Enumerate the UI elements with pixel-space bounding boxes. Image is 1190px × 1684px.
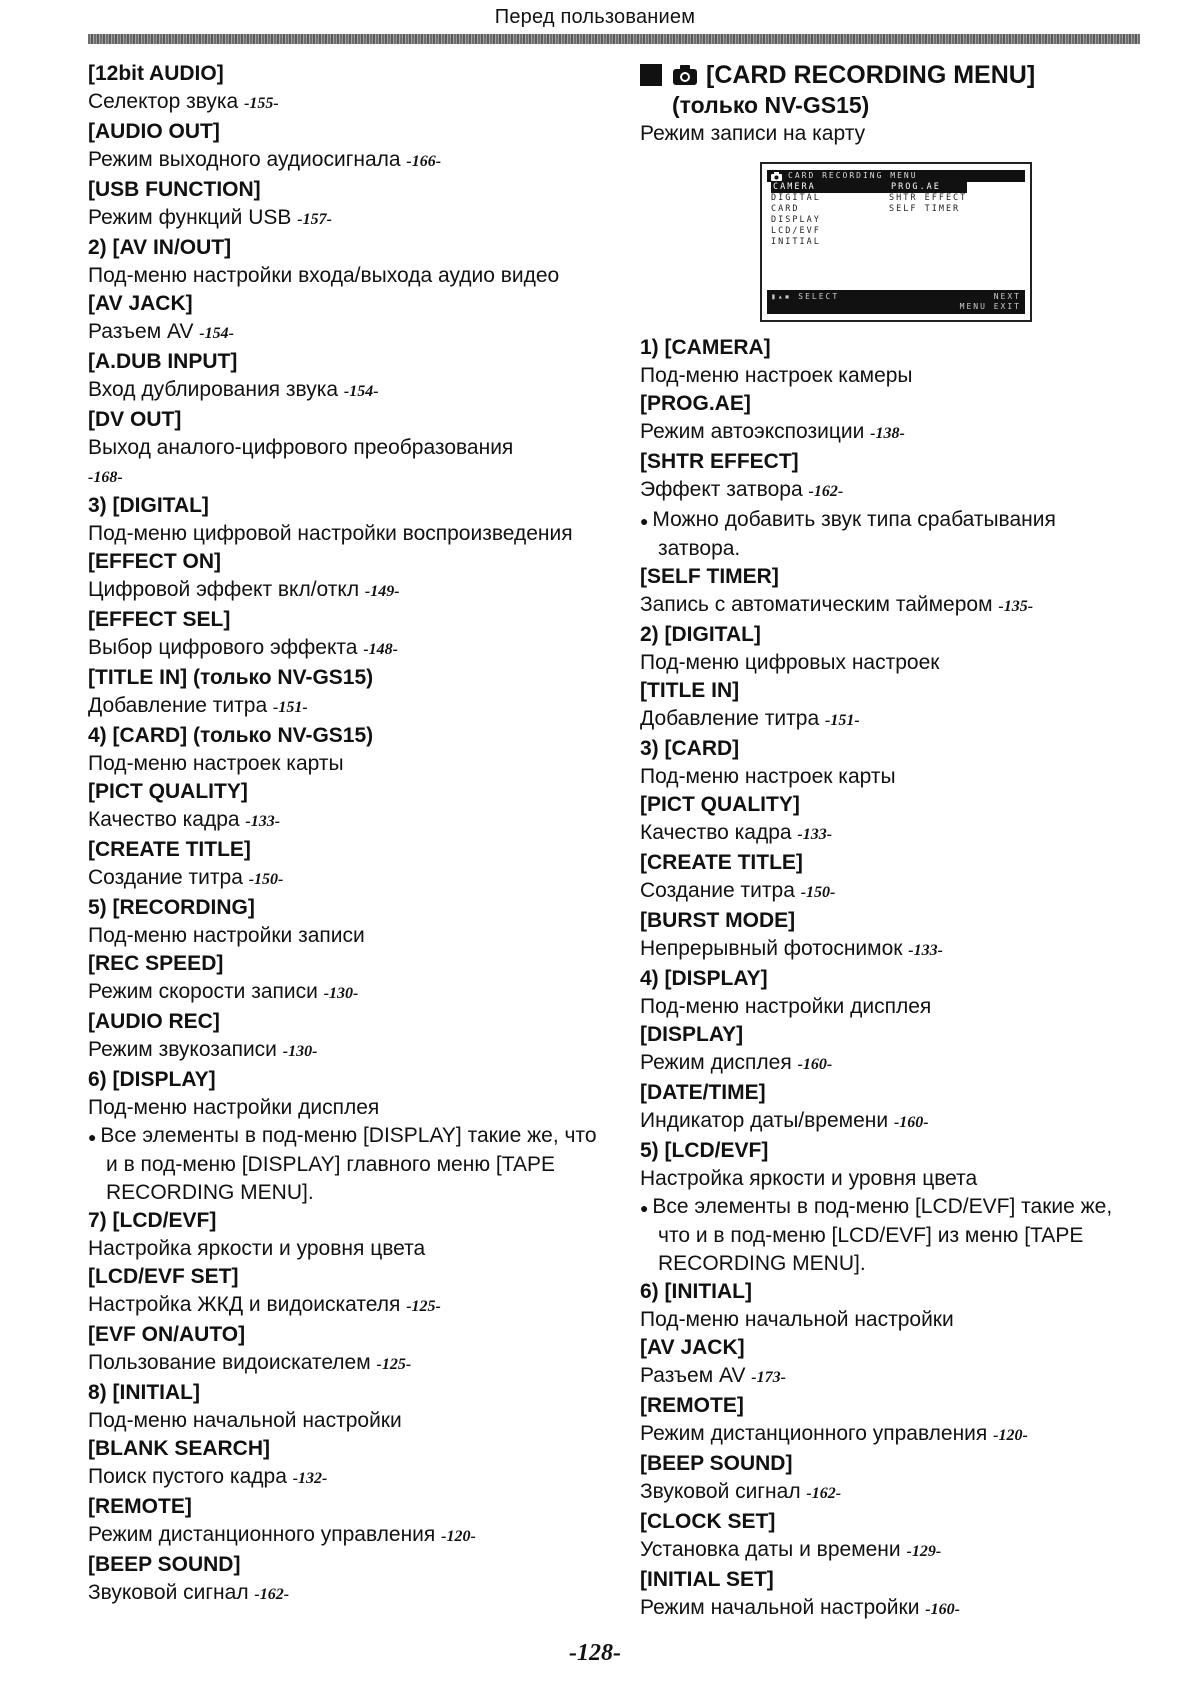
menu-item-heading	[88, 60, 608, 88]
menu-screen-header	[767, 170, 1025, 182]
page-reference: -162-	[254, 1586, 290, 1603]
menu-item-heading	[640, 334, 1140, 362]
item-text: Установка даты и времени	[640, 1538, 901, 1561]
page-reference: -151-	[824, 712, 860, 729]
item-text: [AUDIO REC]	[88, 1010, 220, 1033]
menu-item-description	[88, 978, 608, 1008]
menu-item-description	[88, 864, 608, 894]
menu-item-description	[640, 1362, 1140, 1392]
menu-screen-footer	[767, 290, 1025, 314]
menu-item-description	[640, 476, 1140, 506]
menu-select-label: SELECT	[798, 292, 840, 301]
item-text: [EVF ON/AUTO]	[88, 1323, 246, 1346]
item-text: [CREATE TITLE]	[640, 851, 803, 874]
menu-item-description	[88, 318, 608, 348]
item-text: [PICT QUALITY]	[640, 793, 800, 816]
page-reference: -125-	[376, 1356, 412, 1373]
menu-screen	[760, 162, 1032, 322]
page-reference: -166-	[406, 153, 442, 170]
camera-icon	[672, 64, 698, 86]
menu-item-description	[88, 262, 608, 290]
page-reference: -129-	[906, 1543, 942, 1560]
item-text: Качество кадра	[640, 821, 792, 844]
menu-item-heading	[88, 176, 608, 204]
menu-item-heading	[640, 677, 1140, 705]
item-text: Непрерывный фотоснимок	[640, 937, 903, 960]
item-text: [AV JACK]	[640, 1336, 745, 1359]
item-text: Под-меню настройки входа/выхода аудио видео	[88, 264, 560, 287]
camera-icon	[771, 172, 782, 181]
item-text: [EFFECT SEL]	[88, 608, 231, 631]
item-text: Под-меню начальной настройки	[640, 1308, 954, 1331]
menu-item-description	[88, 1094, 608, 1122]
menu-item-heading	[88, 1066, 608, 1094]
page-reference: -154-	[343, 383, 379, 400]
item-text: Селектор звука	[88, 90, 239, 113]
item-text: [AUDIO OUT]	[88, 120, 220, 143]
page-reference: -150-	[248, 871, 284, 888]
item-text: [INITIAL SET]	[640, 1568, 774, 1591]
item-text: 1) [CAMERA]	[640, 336, 771, 359]
item-text: [DISPLAY]	[640, 1023, 744, 1046]
menu-screen-right-item: SHTR EFFECT	[889, 193, 968, 203]
menu-item-description	[88, 692, 608, 722]
section-subtitle: (только NV-GS15)	[672, 92, 870, 118]
item-text: Под-меню настроек карты	[88, 752, 344, 775]
menu-item-heading	[640, 1508, 1140, 1536]
item-text: Звуковой сигнал	[640, 1480, 801, 1503]
menu-screen-left-item: DISPLAY	[771, 215, 821, 225]
menu-item-description	[640, 1594, 1140, 1624]
menu-item-heading	[88, 234, 608, 262]
menu-item-description	[88, 376, 608, 406]
item-text: [DV OUT]	[88, 408, 182, 431]
menu-item-description	[640, 1165, 1140, 1193]
menu-item-heading	[88, 1008, 608, 1036]
menu-item-description	[640, 1306, 1140, 1334]
menu-item-heading	[88, 836, 608, 864]
menu-item-heading	[640, 1450, 1140, 1478]
page-reference: -155-	[244, 95, 279, 112]
item-text: Все элементы в под-меню [DISPLAY] такие же, что и в под-меню [DISPLAY] главного меню [TAPE RECORDING MENU].	[100, 1124, 597, 1204]
menu-item-heading	[640, 390, 1140, 418]
menu-screen-left-list	[771, 182, 889, 248]
menu-item-heading	[640, 563, 1140, 591]
menu-item-heading	[640, 1278, 1140, 1306]
section-title	[640, 60, 1140, 90]
menu-item-heading	[88, 664, 608, 692]
item-text: Под-меню настройки дисплея	[640, 995, 932, 1018]
item-text: [TITLE IN]	[640, 679, 740, 702]
menu-item-heading	[88, 406, 608, 434]
item-text: 3) [DIGITAL]	[88, 494, 209, 517]
item-text: [PICT QUALITY]	[88, 780, 248, 803]
menu-screen-left-item: INITIAL	[771, 237, 821, 247]
item-text: Режим звукозаписи	[88, 1038, 277, 1061]
bullet-note	[88, 1122, 608, 1207]
page-reference: -162-	[808, 483, 844, 500]
right-column	[640, 60, 1140, 1624]
menu-item-heading	[88, 1435, 608, 1463]
page-reference: -160-	[925, 1601, 960, 1618]
item-text: Под-меню цифровой настройки воспроизведения	[88, 522, 573, 545]
item-text: [A.DUB INPUT]	[88, 350, 238, 373]
page-reference: -138-	[870, 425, 905, 442]
item-text: [REMOTE]	[88, 1495, 192, 1518]
menu-item-heading	[88, 348, 608, 376]
menu-screen-left-item: CARD	[771, 204, 800, 214]
page-reference: -132-	[292, 1470, 328, 1487]
menu-item-heading	[640, 791, 1140, 819]
menu-item-heading	[640, 1392, 1140, 1420]
menu-item-heading	[88, 548, 608, 576]
item-text: Настройка яркости и уровня цвета	[640, 1167, 978, 1190]
item-text: [BEEP SOUND]	[640, 1452, 793, 1475]
page-number: -128-	[569, 1640, 621, 1666]
menu-item-description	[640, 1107, 1140, 1137]
menu-screen-right-item: PROG.AE	[889, 182, 967, 193]
menu-item-description	[88, 1579, 608, 1609]
menu-screen-left-item: CAMERA	[771, 182, 889, 193]
item-text: [SHTR EFFECT]	[640, 450, 799, 473]
page-reference: -150-	[800, 884, 836, 901]
menu-item-heading	[640, 907, 1140, 935]
bullet-note	[640, 1193, 1140, 1278]
item-text: Можно добавить звук типа срабатывания затвора.	[652, 508, 1056, 560]
menu-screen-left-item: DIGITAL	[771, 193, 821, 203]
page-reference: -133-	[797, 826, 833, 843]
menu-item-description	[640, 935, 1140, 965]
item-text: Режим дистанционного управления	[88, 1523, 436, 1546]
item-text: Режим дисплея	[640, 1051, 792, 1074]
page-reference: -120-	[441, 1528, 476, 1545]
item-text: Режим начальной настройки	[640, 1596, 920, 1619]
item-text: 8) [INITIAL]	[88, 1381, 200, 1404]
page-reference: -120-	[993, 1427, 1028, 1444]
bullet-icon: ●	[88, 1129, 101, 1145]
item-text: Под-меню настройки записи	[88, 924, 365, 947]
menu-next-label: NEXT	[993, 292, 1021, 301]
menu-item-description	[88, 88, 608, 118]
menu-item-description	[640, 993, 1140, 1021]
item-text: Выход аналого-цифрового преобразования	[88, 436, 514, 459]
menu-item-heading	[88, 1493, 608, 1521]
menu-item-description	[640, 877, 1140, 907]
item-text: [REC SPEED]	[88, 952, 224, 975]
item-text: Настройка ЖКД и видоискателя	[88, 1293, 401, 1316]
menu-item-description	[88, 1036, 608, 1066]
menu-item-heading	[640, 1334, 1140, 1362]
menu-item-heading	[640, 849, 1140, 877]
menu-item-heading	[640, 735, 1140, 763]
item-text: Все элементы в под-меню [LCD/EVF] такие же, что и в под-меню [LCD/EVF] из меню [TAPE RECORDING MENU].	[652, 1195, 1113, 1275]
menu-item-description	[88, 806, 608, 836]
menu-item-description	[88, 204, 608, 234]
menu-item-heading	[640, 621, 1140, 649]
item-text: Под-меню настройки дисплея	[88, 1096, 380, 1119]
menu-item-heading	[88, 606, 608, 634]
page-reference: -168-	[88, 469, 123, 486]
bullet-icon: ●	[640, 513, 653, 529]
page-reference: -149-	[364, 583, 400, 600]
item-text: 5) [LCD/EVF]	[640, 1139, 769, 1162]
page-reference: -157-	[297, 211, 332, 228]
item-text: [SELF TIMER]	[640, 565, 779, 588]
menu-item-heading	[88, 1551, 608, 1579]
item-text: [TITLE IN] (только NV-GS15)	[88, 666, 374, 689]
menu-item-heading	[88, 1321, 608, 1349]
item-text: Звуковой сигнал	[88, 1581, 249, 1604]
item-text: Режим дистанционного управления	[640, 1422, 988, 1445]
item-text: [REMOTE]	[640, 1394, 744, 1417]
menu-item-heading	[88, 492, 608, 520]
menu-item-heading	[88, 778, 608, 806]
menu-item-heading	[88, 1263, 608, 1291]
item-text: 2) [AV IN/OUT]	[88, 236, 232, 259]
item-text: 5) [RECORDING]	[88, 896, 255, 919]
menu-item-heading	[640, 1079, 1140, 1107]
item-text: [BLANK SEARCH]	[88, 1437, 270, 1460]
item-text: [PROG.AE]	[640, 392, 751, 415]
item-text: Под-меню настроек карты	[640, 765, 896, 788]
page-reference: -125-	[406, 1298, 441, 1315]
menu-item-description	[640, 819, 1140, 849]
item-text: Под-меню начальной настройки	[88, 1409, 402, 1432]
menu-screen-right-list	[889, 182, 967, 248]
bullet-note	[640, 506, 1140, 563]
item-text: Выбор цифрового эффекта	[88, 636, 358, 659]
menu-item-heading	[88, 118, 608, 146]
item-text: [12bit AUDIO]	[88, 62, 224, 85]
menu-item-description	[640, 1049, 1140, 1079]
menu-item-description	[640, 1536, 1140, 1566]
item-text: Добавление титра	[88, 694, 268, 717]
menu-item-description	[88, 1235, 608, 1263]
menu-item-description	[88, 1521, 608, 1551]
menu-item-description	[88, 1291, 608, 1321]
item-text: Вход дублирования звука	[88, 378, 339, 401]
item-text: [AV JACK]	[88, 292, 193, 315]
menu-screen-title: CARD RECORDING MENU	[788, 171, 918, 180]
page-reference: -133-	[908, 942, 943, 959]
header-divider	[88, 34, 1140, 44]
item-text: Цифровой эффект вкл/откл	[88, 578, 360, 601]
item-text: [CLOCK SET]	[640, 1510, 776, 1533]
page-reference: -133-	[245, 813, 281, 830]
menu-item-heading	[88, 1207, 608, 1235]
item-text: [BURST MODE]	[640, 909, 796, 932]
item-text: Под-меню цифровых настроек	[640, 651, 940, 674]
menu-screen-left-item: LCD/EVF	[771, 226, 821, 236]
menu-screen-right-item: SELF TIMER	[889, 204, 961, 214]
item-text: Пользование видоискателем	[88, 1351, 371, 1374]
menu-item-description	[640, 1478, 1140, 1508]
item-text: 3) [CARD]	[640, 737, 740, 760]
menu-item-description	[88, 634, 608, 664]
page-reference: -160-	[797, 1056, 833, 1073]
menu-item-description	[88, 750, 608, 778]
section-title-text: [CARD RECORDING MENU]	[706, 61, 1036, 89]
item-text: Разъем AV	[88, 320, 194, 343]
left-column	[88, 60, 608, 1609]
item-text: Режим автоэкспозиции	[640, 420, 865, 443]
page-reference: -154-	[199, 325, 234, 342]
item-text: [USB FUNCTION]	[88, 178, 261, 201]
item-text: [BEEP SOUND]	[88, 1553, 241, 1576]
menu-item-description	[640, 705, 1140, 735]
item-text: Поиск пустого кадра	[88, 1465, 287, 1488]
page-reference: -162-	[806, 1485, 842, 1502]
menu-item-heading	[88, 1379, 608, 1407]
menu-screen-items	[767, 182, 1025, 248]
item-text: Запись с автоматическим таймером	[640, 593, 993, 616]
menu-item-heading	[88, 722, 608, 750]
item-text: Индикатор даты/времени	[640, 1109, 889, 1132]
menu-item-description	[88, 1349, 608, 1379]
menu-item-description	[88, 520, 608, 548]
item-text: 4) [CARD] (только NV-GS15)	[88, 724, 374, 747]
item-text: Настройка яркости и уровня цвета	[88, 1237, 426, 1260]
menu-item-description	[640, 649, 1140, 677]
item-text: 2) [DIGITAL]	[640, 623, 761, 646]
page-reference: -130-	[282, 1043, 318, 1060]
page-reference: -130-	[323, 985, 359, 1002]
item-text: Разъем AV	[640, 1364, 746, 1387]
item-text: 6) [INITIAL]	[640, 1280, 752, 1303]
page-reference: -148-	[363, 641, 398, 658]
section-description: Режим записи на карту	[640, 122, 866, 145]
page-header: Перед пользованием	[494, 6, 696, 28]
item-text: Режим выходного аудиосигнала	[88, 148, 401, 171]
page-reference: -173-	[751, 1369, 786, 1386]
item-text: Под-меню настроек камеры	[640, 364, 913, 387]
menu-item-heading	[88, 894, 608, 922]
item-text: Создание титра	[640, 879, 795, 902]
menu-item-heading	[640, 1137, 1140, 1165]
page-reference: -135-	[998, 598, 1034, 615]
menu-item-description	[88, 146, 608, 176]
menu-screen-display	[767, 170, 1025, 314]
menu-item-description	[640, 1420, 1140, 1450]
item-text: Режим скорости записи	[88, 980, 318, 1003]
page-reference: -160-	[893, 1114, 929, 1131]
menu-item-heading	[640, 965, 1140, 993]
item-text: [CREATE TITLE]	[88, 838, 251, 861]
item-text: [LCD/EVF SET]	[88, 1265, 239, 1288]
item-text: [EFFECT ON]	[88, 550, 221, 573]
menu-item-heading	[640, 1021, 1140, 1049]
item-text: Создание титра	[88, 866, 243, 889]
menu-screen-nav	[960, 292, 1021, 312]
item-text: Качество кадра	[88, 808, 240, 831]
item-text: Добавление титра	[640, 707, 820, 730]
menu-item-description	[640, 362, 1140, 390]
page-reference: -151-	[272, 699, 308, 716]
menu-item-heading	[640, 1566, 1140, 1594]
menu-item-heading	[88, 290, 608, 318]
black-square-icon	[640, 64, 662, 86]
bullet-icon: ●	[640, 1200, 653, 1216]
item-text: [DATE/TIME]	[640, 1081, 766, 1104]
menu-item-description	[640, 591, 1140, 621]
item-text: 7) [LCD/EVF]	[88, 1209, 217, 1232]
menu-item-heading	[88, 950, 608, 978]
menu-item-description	[88, 434, 608, 492]
item-text: Режим функций USB	[88, 206, 292, 229]
menu-exit-label: MENU EXIT	[959, 302, 1021, 311]
menu-item-description	[88, 576, 608, 606]
menu-item-description	[88, 1407, 608, 1435]
right-column-list	[640, 334, 1140, 1624]
menu-item-description	[88, 922, 608, 950]
menu-item-heading	[640, 448, 1140, 476]
item-text: 6) [DISPLAY]	[88, 1068, 216, 1091]
item-text: Эффект затвора	[640, 478, 803, 501]
menu-screen-select: ▮▴▪ SELECT	[771, 292, 840, 301]
menu-item-description	[640, 763, 1140, 791]
menu-item-description	[640, 418, 1140, 448]
menu-item-description	[88, 1463, 608, 1493]
item-text: 4) [DISPLAY]	[640, 967, 768, 990]
